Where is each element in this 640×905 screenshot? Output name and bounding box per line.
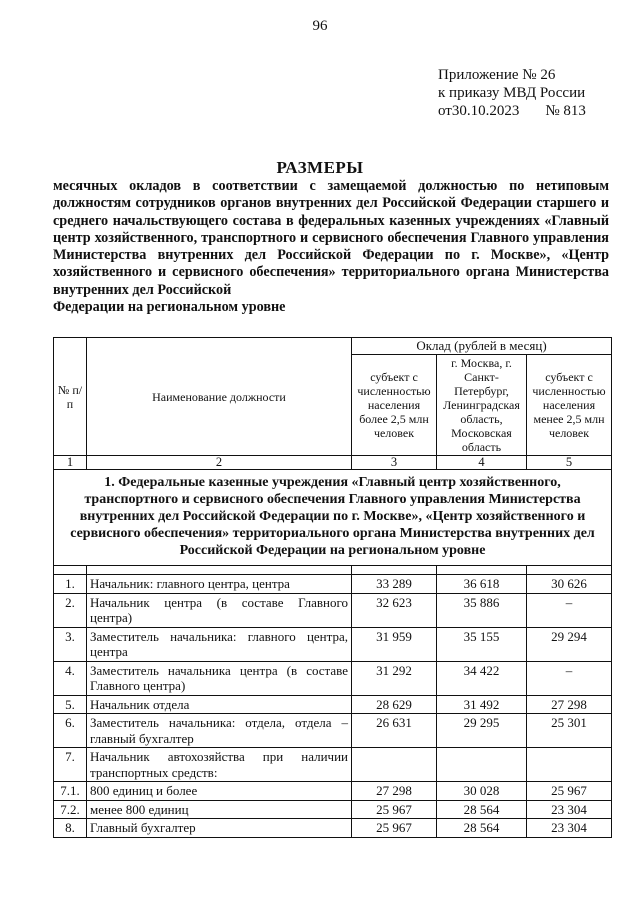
document-title: РАЗМЕРЫ	[276, 158, 364, 177]
row-salary-small-subject: 30 626	[527, 575, 612, 594]
row-salary-capital-region: 30 028	[437, 782, 527, 801]
column-number: 5	[527, 456, 612, 470]
table-row	[54, 714, 612, 748]
table-row	[54, 661, 612, 695]
spacer-row	[54, 566, 612, 575]
row-number: 7.	[54, 748, 87, 782]
spacer-cell	[437, 566, 527, 575]
row-number: 4.	[54, 661, 87, 695]
table-row	[54, 593, 612, 627]
header-num: № п/п	[54, 338, 87, 456]
row-salary-large-subject	[352, 748, 437, 782]
row-number: 7.1.	[54, 782, 87, 801]
row-position-name: Заместитель начальника: главного центра, центра	[87, 627, 352, 661]
column-number: 1	[54, 456, 87, 470]
spacer-cell	[527, 566, 612, 575]
row-salary-small-subject: 29 294	[527, 627, 612, 661]
row-salary-capital-region: 34 422	[437, 661, 527, 695]
row-position-name: Начальник центра (в составе Главного центра)	[87, 593, 352, 627]
subtitle-last-line: Федерации на региональном уровне	[53, 299, 286, 316]
spacer-cell	[352, 566, 437, 575]
appendix-number: № 813	[545, 103, 586, 119]
spacer-cell	[54, 566, 87, 575]
row-number: 7.2.	[54, 800, 87, 819]
row-salary-capital-region: 31 492	[437, 695, 527, 714]
row-salary-small-subject: –	[527, 593, 612, 627]
section-row	[54, 470, 612, 566]
section-title: 1. Федеральные казенные учреждения «Главный центр хозяйственного, транспортного и сервисного обеспечения Главного управления Министерства внутренних дел Российской Федерации по г. Москве», «Центр хозяйственного и сервисного обеспечения» территориального органа Министерства внутренних дел Российской Федерации на региональном уровне	[54, 470, 612, 566]
row-salary-large-subject: 26 631	[352, 714, 437, 748]
table-header-row	[54, 338, 612, 355]
row-salary-capital-region	[437, 748, 527, 782]
header-col4: г. Москва, г. Санкт-Петербург, Ленинградская область, Московская область	[437, 355, 527, 456]
table-row	[54, 819, 612, 838]
row-salary-large-subject: 31 292	[352, 661, 437, 695]
row-salary-large-subject: 32 623	[352, 593, 437, 627]
row-position-name: Заместитель начальника центра (в составе Главного центра)	[87, 661, 352, 695]
table-row	[54, 627, 612, 661]
row-salary-small-subject: 23 304	[527, 819, 612, 838]
appendix-block	[438, 66, 586, 120]
row-number: 2.	[54, 593, 87, 627]
salary-table	[53, 337, 612, 838]
row-position-name: менее 800 единиц	[87, 800, 352, 819]
row-salary-large-subject: 31 959	[352, 627, 437, 661]
appendix-date: от30.10.2023	[438, 103, 520, 119]
row-salary-small-subject: 27 298	[527, 695, 612, 714]
spacer-cell	[87, 566, 352, 575]
row-salary-small-subject: 25 967	[527, 782, 612, 801]
table-row	[54, 575, 612, 594]
header-salary: Оклад (рублей в месяц)	[352, 338, 612, 355]
column-number-row	[54, 456, 612, 470]
row-position-name: Заместитель начальника: отдела, отдела – главный бухгалтер	[87, 714, 352, 748]
row-position-name: 800 единиц и более	[87, 782, 352, 801]
row-position-name: Начальник автохозяйства при наличии транспортных средств:	[87, 748, 352, 782]
page-number: 96	[312, 18, 328, 34]
document-subtitle	[53, 178, 609, 316]
row-position-name: Главный бухгалтер	[87, 819, 352, 838]
table-row	[54, 695, 612, 714]
row-salary-large-subject: 27 298	[352, 782, 437, 801]
appendix-title: Приложение № 26	[438, 67, 556, 83]
row-salary-capital-region: 35 886	[437, 593, 527, 627]
row-position-name: Начальник: главного центра, центра	[87, 575, 352, 594]
row-number: 1.	[54, 575, 87, 594]
table-row	[54, 782, 612, 801]
row-salary-small-subject	[527, 748, 612, 782]
row-salary-capital-region: 28 564	[437, 800, 527, 819]
row-salary-capital-region: 35 155	[437, 627, 527, 661]
column-number: 2	[87, 456, 352, 470]
table-row	[54, 800, 612, 819]
row-number: 3.	[54, 627, 87, 661]
table-row	[54, 748, 612, 782]
column-number: 3	[352, 456, 437, 470]
row-salary-large-subject: 25 967	[352, 800, 437, 819]
row-salary-small-subject: –	[527, 661, 612, 695]
row-salary-capital-region: 36 618	[437, 575, 527, 594]
row-salary-small-subject: 25 301	[527, 714, 612, 748]
appendix-order: к приказу МВД России	[438, 85, 586, 101]
header-col3: субъект с численностью населения более 2,5 млн человек	[352, 355, 437, 456]
row-salary-large-subject: 28 629	[352, 695, 437, 714]
header-col5: субъект с численностью населения менее 2,5 млн человек	[527, 355, 612, 456]
subtitle-body: месячных окладов в соответствии с замещаемой должностью по нетиповым должностям сотрудников органов внутренних дел Российской Федерации старшего и среднего начальствующего состава в федеральных казенных учреждениях «Главный центр хозяйственного, транспортного и сервисного обеспечения Главного управления Министерства внутренних дел Российской Федерации по г. Москве», «Центр хозяйственного и сервисного обеспечения» территориального органа Министерства внутренних дел Российской	[53, 178, 609, 298]
row-number: 5.	[54, 695, 87, 714]
row-number: 8.	[54, 819, 87, 838]
row-salary-capital-region: 28 564	[437, 819, 527, 838]
row-number: 6.	[54, 714, 87, 748]
header-position: Наименование должности	[87, 338, 352, 456]
row-salary-large-subject: 33 289	[352, 575, 437, 594]
row-salary-capital-region: 29 295	[437, 714, 527, 748]
row-salary-large-subject: 25 967	[352, 819, 437, 838]
appendix-date-row	[438, 102, 586, 120]
row-salary-small-subject: 23 304	[527, 800, 612, 819]
column-number: 4	[437, 456, 527, 470]
row-position-name: Начальник отдела	[87, 695, 352, 714]
